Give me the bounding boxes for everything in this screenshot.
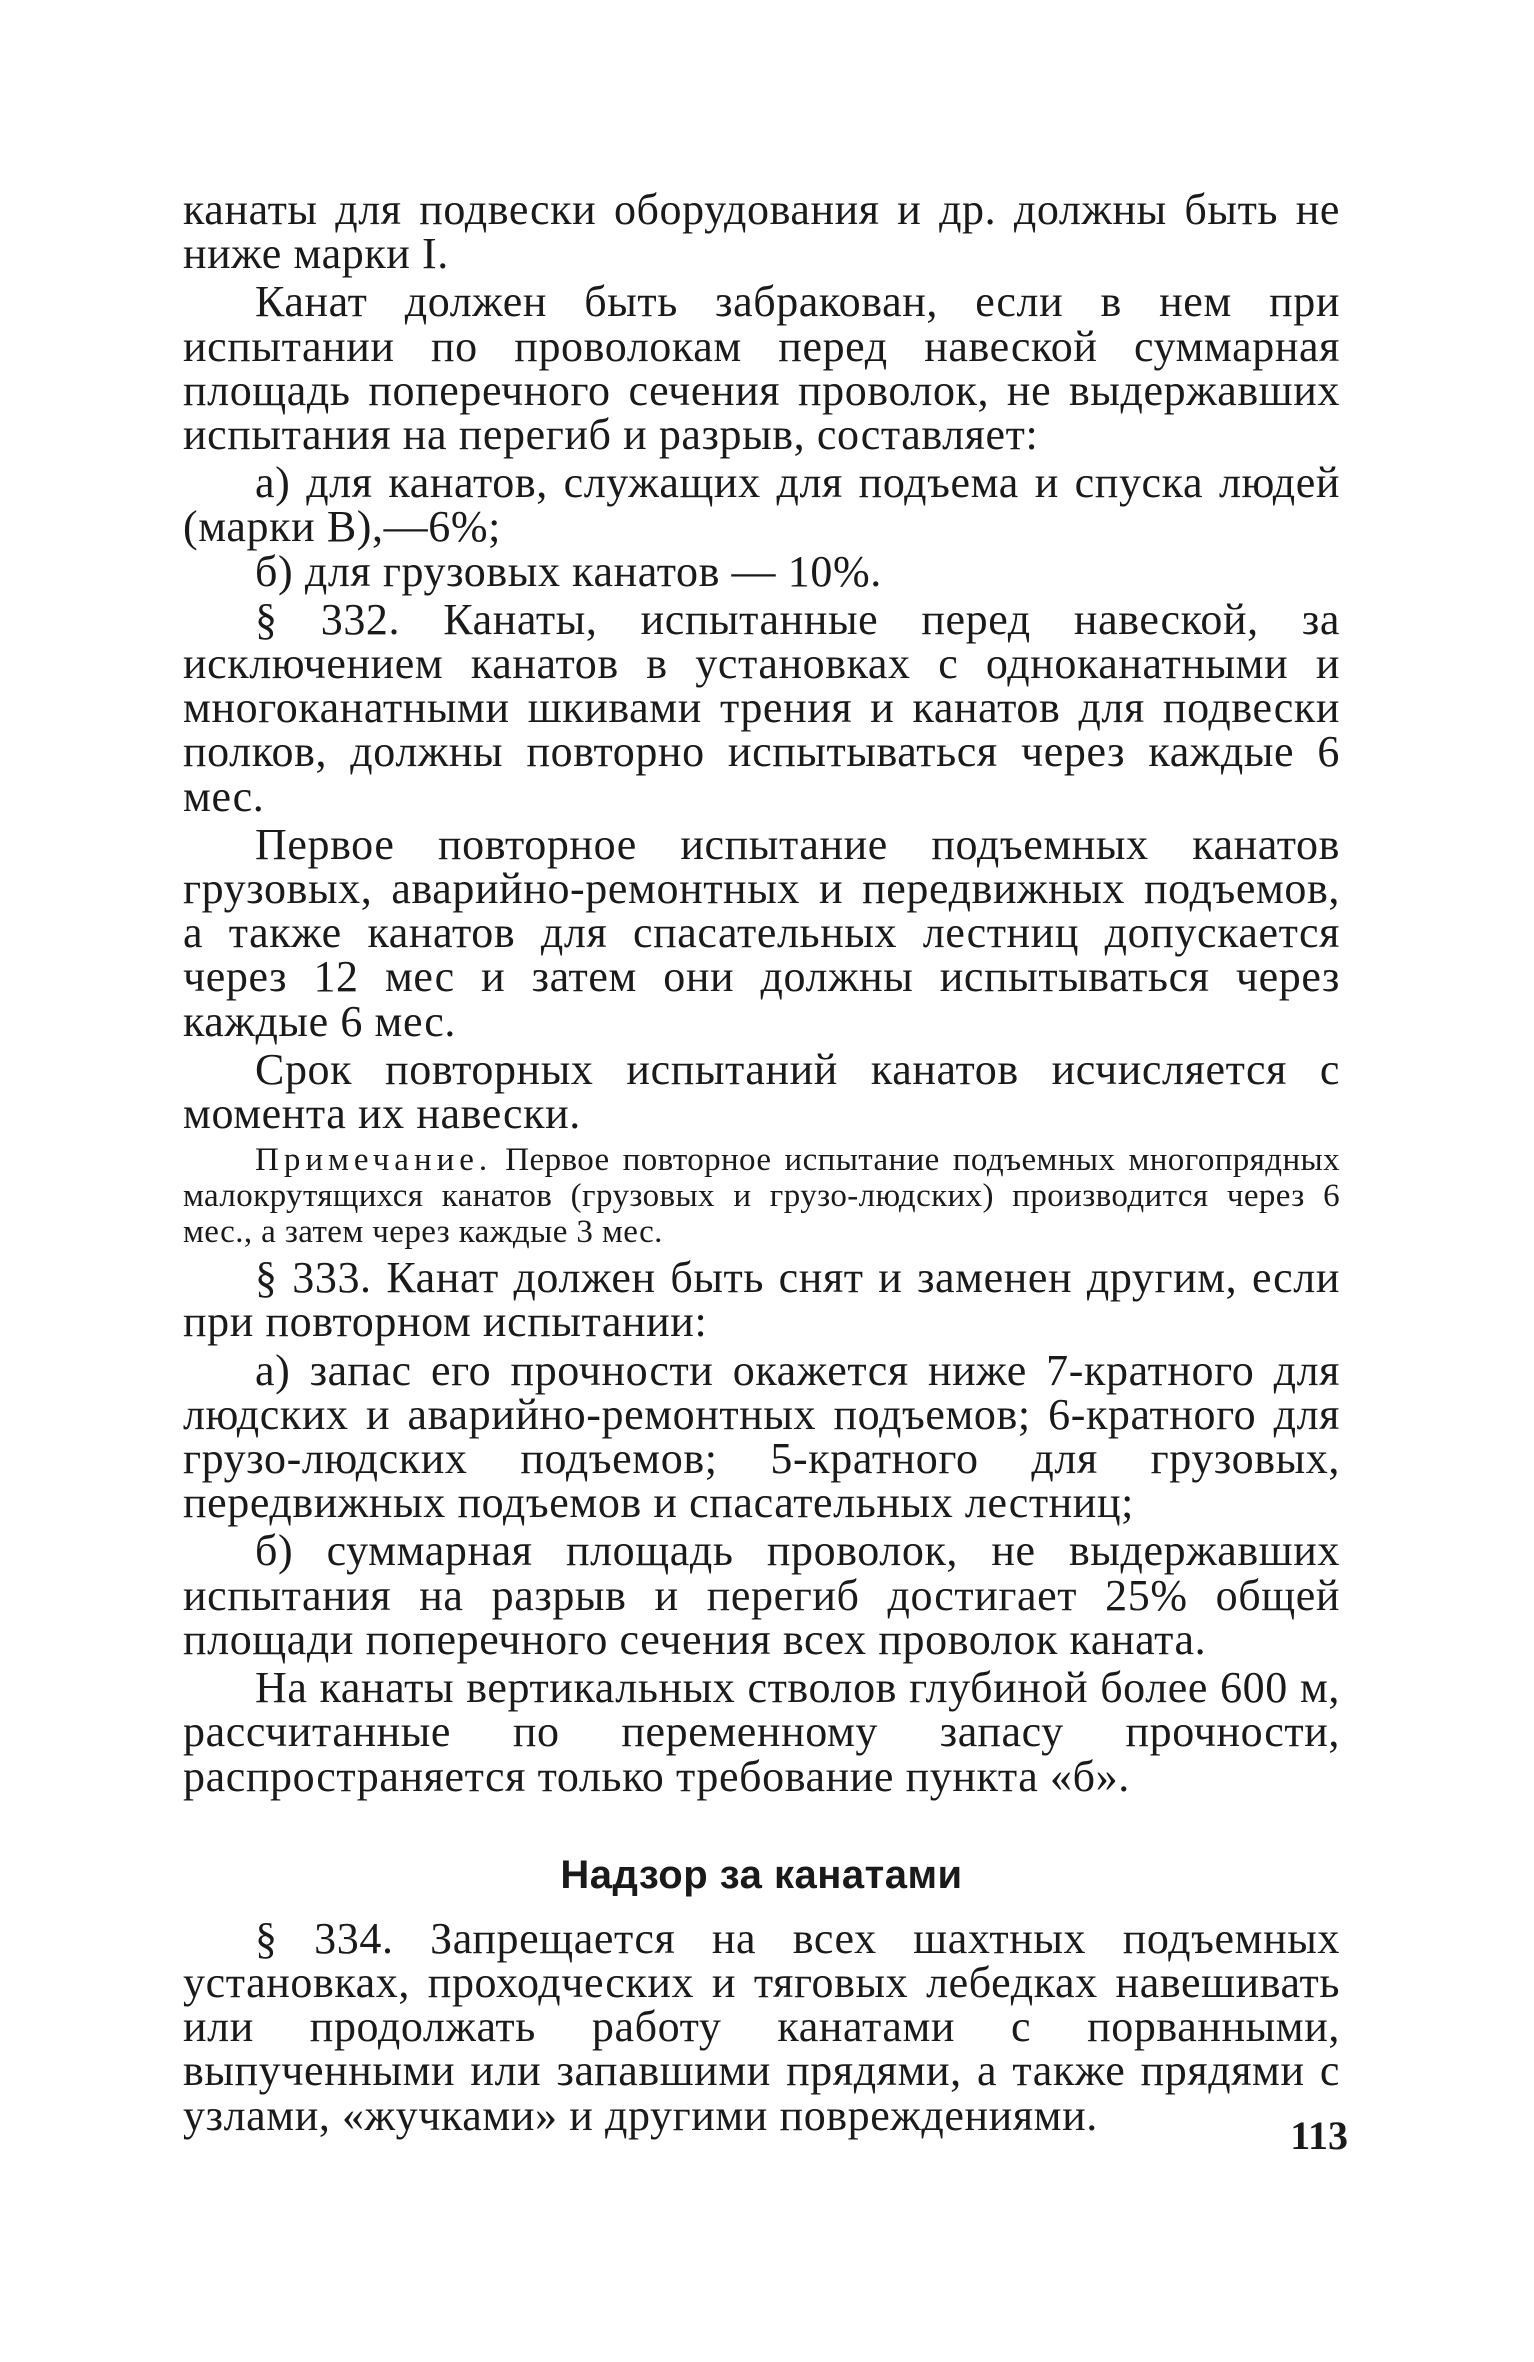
section-332: § 332. Канаты, испытанные перед навеской, за исключением канатов в установках с одноканатными и многоканатными шкивами трения и канатов для подвески полков, должны повторно испытываться через каждые 6 мес. (183, 594, 1340, 821)
page-number: 113 (1290, 2113, 1348, 2158)
section-334: § 334. Запрещается на всех шахтных подъемных установках, проходческих и тяговых лебедках навешивать или продолжать работу канатами с порванными, выпученными или запавшими прядями, а также прядями с узлами, «жучками» и другими повреждениями. (183, 1913, 1340, 2140)
paragraph-vertical-shafts: На канаты вертикальных стволов глубиной более 600 м, рассчитанные по переменному запасу прочности, распространяется только требование пункта «б». (183, 1663, 1340, 1801)
paragraph-first-retest: Первое повторное испытание подъемных канатов грузовых, аварийно-ремонтных и передвижных подъемов, а также канатов для спасательных лестниц допускается через 12 мес и затем они должны испытываться через каждые 6 мес. (183, 819, 1340, 1046)
paragraph-continuation: канаты для подвески оборудования и др. должны быть не ниже марки I. (183, 185, 1340, 279)
list-item-a-people-ropes: а) для канатов, служащих для подъема и спуска людей (марки В),—6%; (183, 458, 1340, 552)
note (183, 1142, 1340, 1250)
section-heading: Надзор за канатами (560, 1852, 963, 1897)
section-333: § 333. Канат должен быть снят и заменен другим, если при повторном испытании: (183, 1253, 1340, 1347)
paragraph-retest-period: Срок повторных испытаний канатов исчисляется с момента их навески. (183, 1044, 1340, 1139)
note-text: Первое повторное испытание подъемных многопрядных малокрутящихся канатов (грузовых и грузо-людских) производится через 6 мес., а затем через каждые 3 мес. (183, 1142, 1340, 1251)
list-item-b-cargo-ropes: б) для грузовых канатов — 10%. (255, 546, 882, 596)
list-item-a-safety-factor: а) запас его прочности окажется ниже 7-кратного для людских и аварийно-ремонтных подъемов; 6-кратного для грузо-людских подъемов; 5-кратного для грузовых, передвижных подъемов и спасательных лестниц; (183, 1345, 1340, 1528)
paragraph-rejection-criteria: Канат должен быть забракован, если в нем при испытании по проволокам перед навеской суммарная площадь поперечного сечения проволок, не выдержавших испытания на перегиб и разрыв, составляет: (183, 277, 1340, 460)
list-item-b-wire-area: б) суммарная площадь проволок, не выдержавших испытания на разрыв и перегиб достигает 25% общей площади поперечного сечения всех проволок каната. (183, 1526, 1340, 1664)
note-label: Примечание. (255, 1142, 493, 1179)
